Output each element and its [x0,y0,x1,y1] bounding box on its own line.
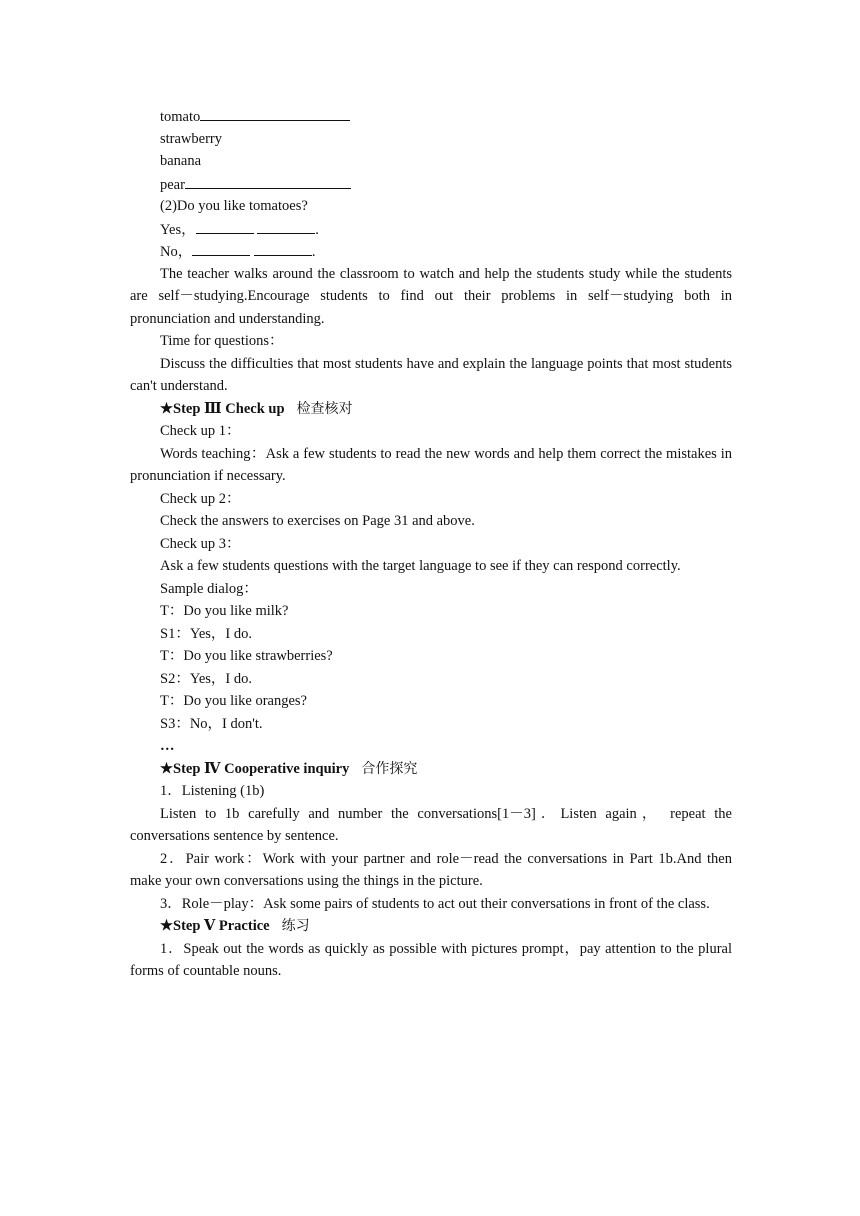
dialog-line: S3：No，I don't. [160,715,263,732]
paragraph-speak-out: 1．Speak out the words as quickly as possible with pictures prompt，pay attention to the plural forms of countable nouns. [130,940,732,979]
answer-yes-label: Yes， [160,221,196,238]
check-up-2-text: Check the answers to exercises on Page 31 and above. [160,513,475,529]
dialog-line: T：Do you like oranges? [160,693,307,709]
role-play-text: 3．Role－play：Ask some pairs of students to act out their conversations in front of the class. [160,895,710,912]
answer-yes [130,218,732,241]
step-5-title: ★Step Ⅴ Practice [160,918,270,934]
blank-no-1 [192,240,250,256]
step-3-cn: 检查核对 [296,400,353,417]
dialog-line: T：Do you like milk? [160,603,289,619]
word-tomato: tomato [160,109,201,125]
check-up-1-label: Check up 1： [160,423,241,439]
question-2: (2)Do you like tomatoes? [160,198,308,214]
answer-no-label: No， [160,244,193,260]
step-3-title: ★Step Ⅲ Check up [160,400,285,417]
step-4-heading [130,758,732,781]
paragraph-listen: Listen to 1b carefully and number the conversations[1－3]．Listen again， repeat the conversations sentence by sentence. [130,805,732,844]
list-item-strawberry [130,128,732,151]
dialog-line: T：Do you like strawberries? [160,648,333,664]
word-pear: pear [160,176,185,193]
dialog-line: S1：Yes，I do. [160,625,252,642]
check-up-2-label: Check up 2： [160,490,241,507]
listening-label: 1．Listening (1b) [160,783,265,799]
paragraph-teacher: The teacher walks around the classroom to watch and help the students study while the students are self－studying.Encourage students to find out their problems in self－studying both in pronunciation and understanding. [130,265,732,327]
step-4-title: ★Step Ⅳ Cooperative inquiry [160,760,350,777]
list-item-banana [130,150,732,173]
sample-dialog-label: Sample dialog： [160,580,258,597]
step-3-heading [130,398,732,421]
dialog-ellipsis: … [160,738,175,754]
paragraph-words-teaching: Words teaching：Ask a few students to read the new words and help them correct the mistakes in pronunciation if necessary. [130,445,732,484]
step-5-cn: 练习 [281,918,310,934]
answer-no-period: . [311,244,316,260]
document-body [130,105,732,983]
list-item-tomato [130,105,732,128]
answer-no [130,240,732,263]
time-for-questions: Time for questions： [160,333,284,349]
dialog-line: S2：Yes，I do. [160,670,252,687]
word-strawberry: strawberry [160,130,223,147]
paragraph-discuss: Discuss the difficulties that most students have and explain the language points that most students can't understand. [130,355,732,394]
answer-yes-period: . [315,221,319,238]
check-up-3-text: Ask a few students questions with the target language to see if they can respond correctly. [160,558,681,574]
blank-yes-1 [196,218,254,234]
step-5-heading [130,915,732,938]
list-item-pear [130,173,732,196]
check-up-3-label: Check up 3： [160,535,241,552]
blank-pear [185,173,351,189]
blank-tomato [200,105,350,121]
paragraph-pair-work: 2．Pair work：Work with your partner and role－read the conversations in Part 1b.And then make your own conversations using the things in the picture. [130,850,732,889]
blank-yes-2 [257,218,315,234]
word-banana: banana [160,153,202,169]
blank-no-2 [254,240,312,256]
step-4-cn: 合作探究 [361,760,418,777]
